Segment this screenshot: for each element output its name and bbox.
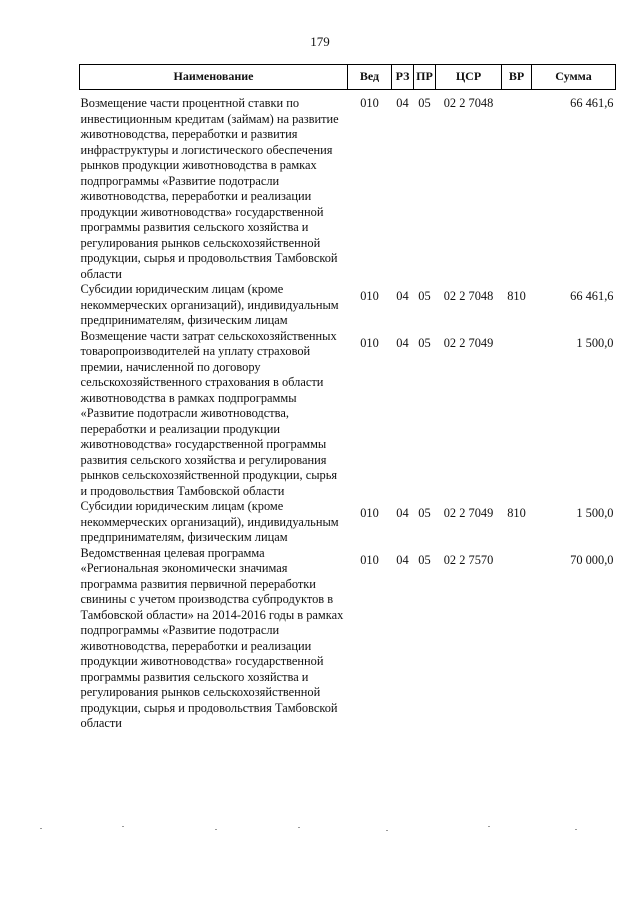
row-vr: 810 — [507, 506, 526, 520]
scan-speck — [122, 826, 124, 827]
row-rz: 04 — [396, 289, 409, 303]
row-csr: 02 2 7048 — [443, 96, 494, 110]
table-row — [80, 329, 616, 500]
row-name: Возмещение части затрат сельскохозяйственных товаропроизводителей на уплату страховой премии, начисленной по договору сельскохозяйственного страхования в области животноводства в рамках подпрограммы «Развитие подотрасли животноводства, переработки и реализации продукции животноводства» государственной программы развития сельского хозяйства и регулирования рынков сельскохозяйственной продукции, сырья и продовольствия Тамбовской области — [80, 328, 338, 498]
table-row — [80, 90, 616, 283]
row-ved: 010 — [360, 289, 379, 303]
row-csr: 02 2 7048 — [443, 289, 494, 303]
table-row — [80, 282, 616, 329]
row-rz: 04 — [396, 335, 409, 350]
row-ved: 010 — [360, 506, 379, 520]
header-rz: РЗ — [392, 65, 414, 90]
table-header — [80, 65, 616, 90]
row-name: Субсидии юридическим лицам (кроме некоммерческих организаций), индивидуальным предпринимателям, физическим лицам — [80, 282, 339, 327]
table-row — [80, 546, 616, 732]
row-pr: 05 — [418, 96, 431, 110]
row-sum: 66 461,6 — [570, 289, 614, 303]
row-rz: 04 — [396, 506, 409, 520]
budget-table — [79, 64, 616, 732]
row-pr: 05 — [418, 289, 431, 303]
row-name: Возмещение части процентной ставки по инвестиционным кредитам (займам) на развитие животноводства, переработки и развития инфраструктуры и логистического обеспечения рынков продукции животноводства в рамках подпрограммы «Развитие подотрасли животноводства, переработки и реализации продукции животноводства» государственной программы развития сельского хозяйства и регулирования рынков сельскохозяйственной продукции, сырья и продовольствия Тамбовской области — [80, 96, 339, 281]
header-vr: ВР — [502, 65, 532, 90]
row-pr: 05 — [418, 335, 431, 350]
scan-speck — [215, 829, 217, 830]
row-pr: 05 — [418, 552, 431, 567]
row-vr — [502, 329, 532, 500]
row-csr: 02 2 7049 — [443, 506, 494, 520]
scan-speck — [298, 827, 300, 828]
header-pr: ПР — [414, 65, 436, 90]
page-number: 179 — [310, 34, 330, 49]
row-vr — [502, 546, 532, 732]
row-rz: 04 — [396, 552, 409, 567]
header-csr: ЦСР — [436, 65, 502, 90]
row-pr: 05 — [418, 506, 431, 520]
row-sum: 1 500,0 — [576, 506, 614, 520]
scan-speck — [386, 830, 388, 831]
row-csr: 02 2 7570 — [443, 552, 494, 567]
row-csr: 02 2 7049 — [443, 335, 494, 350]
row-sum: 66 461,6 — [570, 96, 614, 110]
row-name: Ведомственная целевая программа «Региональная экономически значимая программа развития первичной переработки свинины с учетом производства субпродуктов в Тамбовской области» на 2014-2016 годы в рамках подпрограммы «Развитие подотрасли животноводства, переработки и реализации продукции животноводства» государственной программы развития сельского хозяйства и регулирования рынков сельскохозяйственной продукции, сырья и продовольствия Тамбовской области — [80, 545, 344, 730]
row-vr — [502, 90, 532, 283]
row-sum: 70 000,0 — [570, 552, 614, 567]
row-ved: 010 — [360, 335, 379, 350]
header-name: Наименование — [80, 65, 348, 90]
row-ved: 010 — [360, 552, 379, 567]
row-name: Субсидии юридическим лицам (кроме некоммерческих организаций), индивидуальным предпринимателям, физическим лицам — [80, 499, 339, 544]
scan-speck — [40, 828, 42, 829]
row-sum: 1 500,0 — [576, 335, 614, 350]
header-sum: Сумма — [532, 65, 616, 90]
row-vr: 810 — [507, 289, 526, 303]
table-row — [80, 499, 616, 546]
header-ved: Вед — [348, 65, 392, 90]
scan-speck — [575, 829, 577, 830]
scan-speck — [488, 826, 490, 827]
row-rz: 04 — [396, 96, 409, 110]
row-ved: 010 — [360, 96, 379, 110]
